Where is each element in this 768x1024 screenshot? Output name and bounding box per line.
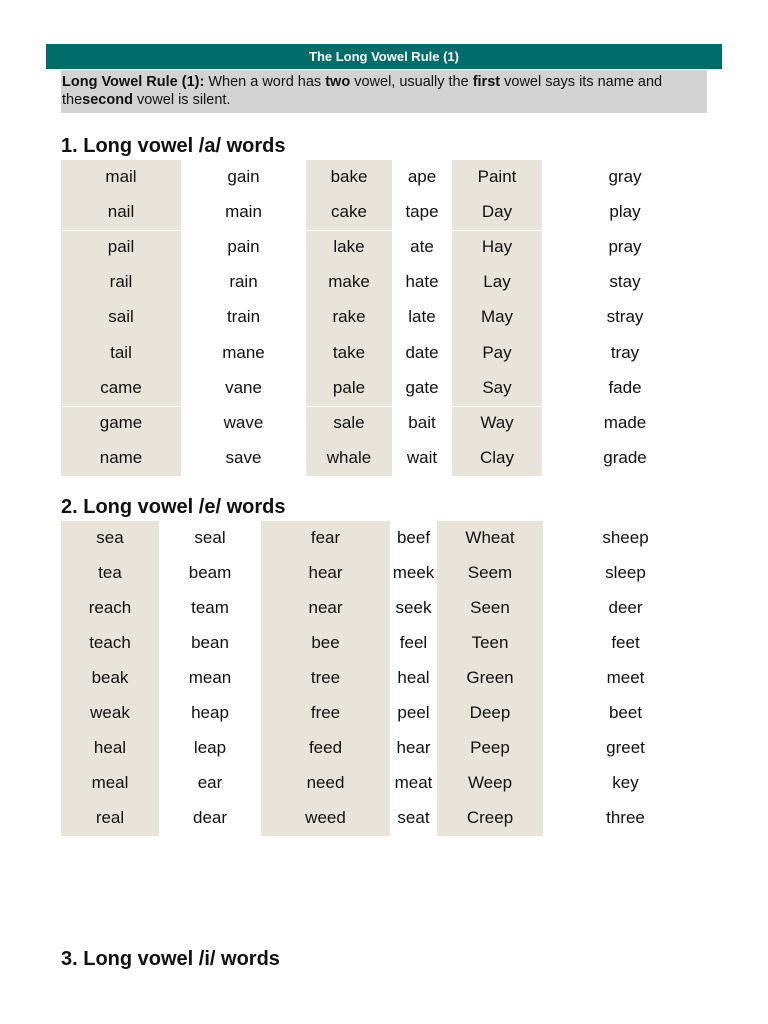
word-cell: Creep — [466, 808, 514, 827]
word-cell: sea — [96, 528, 124, 547]
word-cell: hate — [405, 272, 439, 292]
word-cell: name — [99, 447, 143, 467]
rule-text-1: When a word has — [204, 74, 326, 90]
word-cell: sheep — [602, 528, 649, 547]
word-cell: heal — [397, 668, 430, 687]
word-cell: reach — [88, 598, 132, 617]
rule-bold-first: first — [472, 74, 501, 90]
word-cell: nail — [107, 202, 135, 222]
word-cell: sale — [333, 412, 365, 432]
word-cell: gain — [227, 167, 260, 186]
section-title-i: 3. Long vowel /i/ words — [61, 948, 280, 970]
word-cell: train — [226, 307, 261, 327]
word-cell: Green — [466, 668, 514, 687]
document-banner — [46, 44, 722, 69]
word-cell: beam — [188, 563, 232, 582]
word-cell: Seen — [470, 598, 510, 617]
word-cell: play — [609, 202, 641, 222]
word-cell: vane — [225, 377, 262, 397]
word-cell: Weep — [467, 773, 513, 792]
word-cell: meek — [392, 563, 435, 582]
word-cell: gray — [608, 167, 642, 186]
word-cell: meat — [394, 773, 433, 792]
word-cell: Lay — [483, 272, 511, 292]
word-cell: beak — [91, 668, 129, 687]
word-cell: seat — [397, 808, 430, 827]
word-cell: bait — [408, 412, 436, 432]
word-cell: Paint — [477, 167, 517, 186]
word-cell: fade — [608, 377, 642, 397]
word-cell: peel — [397, 703, 430, 722]
word-cell: tape — [405, 202, 439, 222]
rule-text-4: vowel is silent. — [132, 92, 231, 108]
rule-bold-second: second — [82, 92, 133, 108]
word-cell: teach — [89, 633, 131, 652]
word-cell: pain — [227, 237, 260, 257]
word-cell: beet — [608, 703, 643, 722]
word-cell: Day — [481, 202, 513, 222]
word-cell: mail — [105, 167, 137, 186]
word-cell: sleep — [605, 563, 646, 582]
word-cell: greet — [606, 738, 645, 757]
word-cell: seek — [395, 598, 432, 617]
word-cell: sail — [108, 307, 134, 327]
word-cell: near — [308, 598, 343, 617]
word-cell: three — [606, 808, 645, 827]
word-cell: whale — [326, 447, 372, 467]
word-cell: save — [225, 447, 262, 467]
row-separator — [306, 230, 392, 231]
section-title-a: 1. Long vowel /a/ words — [61, 135, 286, 157]
row-separator — [61, 406, 181, 407]
word-cell: pail — [107, 237, 135, 257]
word-cell: bean — [191, 633, 229, 652]
word-cell: weak — [90, 703, 130, 722]
word-cell: feed — [308, 738, 343, 757]
word-cell: deer — [608, 598, 643, 617]
word-cell: dear — [192, 808, 228, 827]
word-cell: real — [95, 808, 125, 827]
word-cell: wave — [223, 412, 264, 432]
word-cell: Wheat — [465, 528, 515, 547]
rule-box — [61, 70, 707, 113]
word-cell: hear — [308, 563, 343, 582]
word-cell: seal — [194, 528, 226, 547]
word-cell: mane — [222, 342, 265, 362]
word-cell: Way — [480, 412, 514, 432]
word-cell: mean — [188, 668, 232, 687]
word-cell: need — [306, 773, 345, 792]
word-cell: bee — [311, 633, 340, 652]
rule-bold-two: two — [325, 74, 351, 90]
word-cell: made — [603, 412, 647, 432]
word-cell: free — [310, 703, 341, 722]
word-cell: rail — [109, 272, 133, 292]
word-cell: pale — [332, 377, 366, 397]
word-cell: rake — [332, 307, 366, 327]
word-cell: meet — [606, 668, 645, 687]
word-cell: Teen — [471, 633, 509, 652]
rule-text-2: vowel, usually the — [350, 74, 473, 90]
word-cell: date — [405, 342, 439, 362]
word-cell: fear — [310, 528, 341, 547]
section-title-e: 2. Long vowel /e/ words — [61, 496, 286, 518]
word-cell: feet — [611, 633, 640, 652]
word-cell: heap — [191, 703, 229, 722]
word-cell: lake — [333, 237, 365, 257]
word-cell: make — [328, 272, 370, 292]
word-cell: gate — [405, 377, 439, 397]
word-cell: late — [408, 307, 436, 327]
word-cell: hear — [396, 738, 431, 757]
word-cell: feel — [399, 633, 428, 652]
banner-title: The Long Vowel Rule (1) — [309, 49, 459, 64]
word-cell: beef — [396, 528, 431, 547]
word-cell: main — [225, 202, 262, 222]
word-cell: tray — [610, 342, 640, 362]
word-cell: team — [191, 598, 229, 617]
word-cell: bake — [330, 167, 368, 186]
word-cell: stray — [606, 307, 644, 327]
word-cell: tail — [110, 342, 132, 362]
word-cell: heal — [93, 738, 127, 757]
word-cell: wait — [406, 447, 438, 467]
rule-text-3: vowel says its name and the — [62, 74, 663, 108]
word-cell: Hay — [481, 237, 513, 257]
row-separator — [452, 230, 542, 231]
word-cell: Deep — [469, 703, 511, 722]
rule-label: Long Vowel Rule (1): — [62, 74, 205, 90]
word-cell: cake — [331, 202, 367, 222]
word-cell: ate — [410, 237, 434, 257]
word-cell: tree — [310, 668, 341, 687]
word-cell: Pay — [482, 342, 512, 362]
word-cell: leap — [193, 738, 227, 757]
word-cell: May — [480, 307, 514, 327]
word-cell: ape — [407, 167, 437, 186]
word-cell: Peep — [470, 738, 510, 757]
word-cell: take — [332, 342, 366, 362]
word-cell: game — [99, 412, 143, 432]
word-cell: key — [612, 773, 639, 792]
word-cell: Clay — [479, 447, 514, 467]
word-cell: stay — [609, 272, 641, 292]
word-cell: meal — [91, 773, 129, 792]
word-cell: rain — [229, 272, 258, 292]
word-cell: ear — [197, 773, 223, 792]
row-separator — [452, 406, 542, 407]
word-cell: pray — [608, 237, 642, 257]
word-cell: tea — [98, 563, 122, 582]
row-separator — [61, 230, 181, 231]
word-cell: came — [100, 377, 142, 397]
word-cell: weed — [305, 808, 346, 827]
word-cell: grade — [603, 447, 647, 467]
word-cell: Seem — [467, 563, 513, 582]
row-separator — [306, 406, 392, 407]
word-cell: Say — [482, 377, 512, 397]
